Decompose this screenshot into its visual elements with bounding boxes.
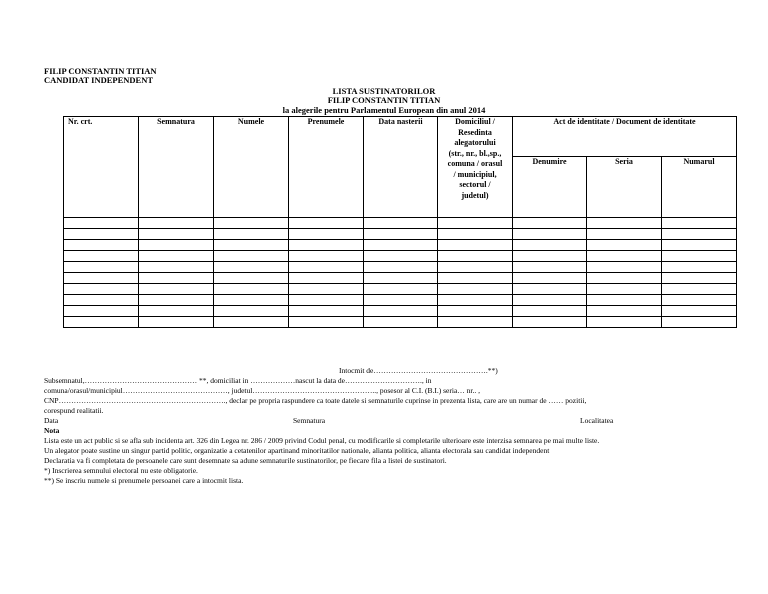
supporters-table [63, 116, 737, 328]
declaration-line-1: Subsemnatul,……………………………………… **, domiciliat in ………………nascut la data de…………………………., in [44, 376, 432, 385]
col-seria: Seria [587, 157, 662, 218]
col-domiciliu: Domiciliul / Resedinta alegatorului (str., nr., bl.,sp., comuna / orasul / municipiul, sectorul / judetul) [438, 117, 513, 218]
col-numarul: Numarul [662, 157, 737, 218]
col-numele: Numele [214, 117, 289, 218]
nota-line-3: Declaratia va fi completata de persoanele care sunt desemnate sa adune semnaturile sustinatorilor, pe fiecare fila a listei de sustinatori. [44, 456, 447, 465]
data-label: Data [44, 416, 59, 425]
declaration-line-3: CNP…………………………………………………………., declar pe propria raspundere ca toate datele si semnaturile cuprinse in prezenta lista, care are un numar de …… pozitii, [44, 396, 587, 405]
nota-line-4: *) Inscrierea semnului electoral nu este obligatorie. [44, 466, 198, 475]
col-denumire: Denumire [513, 157, 587, 218]
nota-line-1: Lista este un act public si se afla sub incidenta art. 326 din Legea nr. 286 / 2009 privind Codul penal, cu modificarile si completarile ulterioare este interzisa semnarea pe mai multe liste. [44, 436, 600, 445]
table-row[interactable] [64, 284, 737, 295]
col-data-nasterii: Data nasterii [364, 117, 438, 218]
intocmit-de: Intocmit de……………………………………….**) [339, 366, 498, 375]
col-prenumele: Prenumele [289, 117, 364, 218]
document-subtitle: FILIP CONSTANTIN TITIAN [327, 95, 441, 105]
nota-label: Nota [44, 426, 60, 435]
localitatea-label: Localitatea [580, 416, 614, 425]
document-title: LISTA SUSTINATORILOR [332, 86, 436, 96]
table-row[interactable] [64, 306, 737, 317]
declaration-line-4: corespund realitatii. [44, 406, 104, 415]
document-election: la alegerile pentru Parlamentul European din anul 2014 [282, 105, 486, 115]
declaration-line-2: comuna/orasul/municipiul……………………………………, judetul………………………………………….., posesor al C.I. (B.I.) seria… nr.. , [44, 386, 481, 395]
col-nr-crt: Nr. crt. [68, 117, 93, 126]
semnatura-label: Semnatura [293, 416, 326, 425]
candidate-name: FILIP CONSTANTIN TITIAN [44, 66, 157, 76]
candidate-status: CANDIDAT INDEPENDENT [44, 75, 154, 85]
table-row[interactable] [64, 262, 737, 273]
table-row[interactable] [64, 218, 737, 229]
table-row[interactable] [64, 251, 737, 262]
nota-line-5: **) Se inscriu numele si prenumele persoanei care a intocmit lista. [44, 476, 244, 485]
col-act-identitate: Act de identitate / Document de identitate [513, 117, 737, 157]
table-row[interactable] [64, 295, 737, 306]
table-row[interactable] [64, 317, 737, 328]
col-semnatura: Semnatura [139, 117, 214, 218]
table-row[interactable] [64, 273, 737, 284]
table-row[interactable] [64, 240, 737, 251]
table-row[interactable] [64, 229, 737, 240]
nota-line-2: Un alegator poate sustine un singur partid politic, organizatie a cetatenilor apartinand minoritatilor nationale, alianta politica, alianta electorala sau candidat independent [44, 446, 550, 455]
